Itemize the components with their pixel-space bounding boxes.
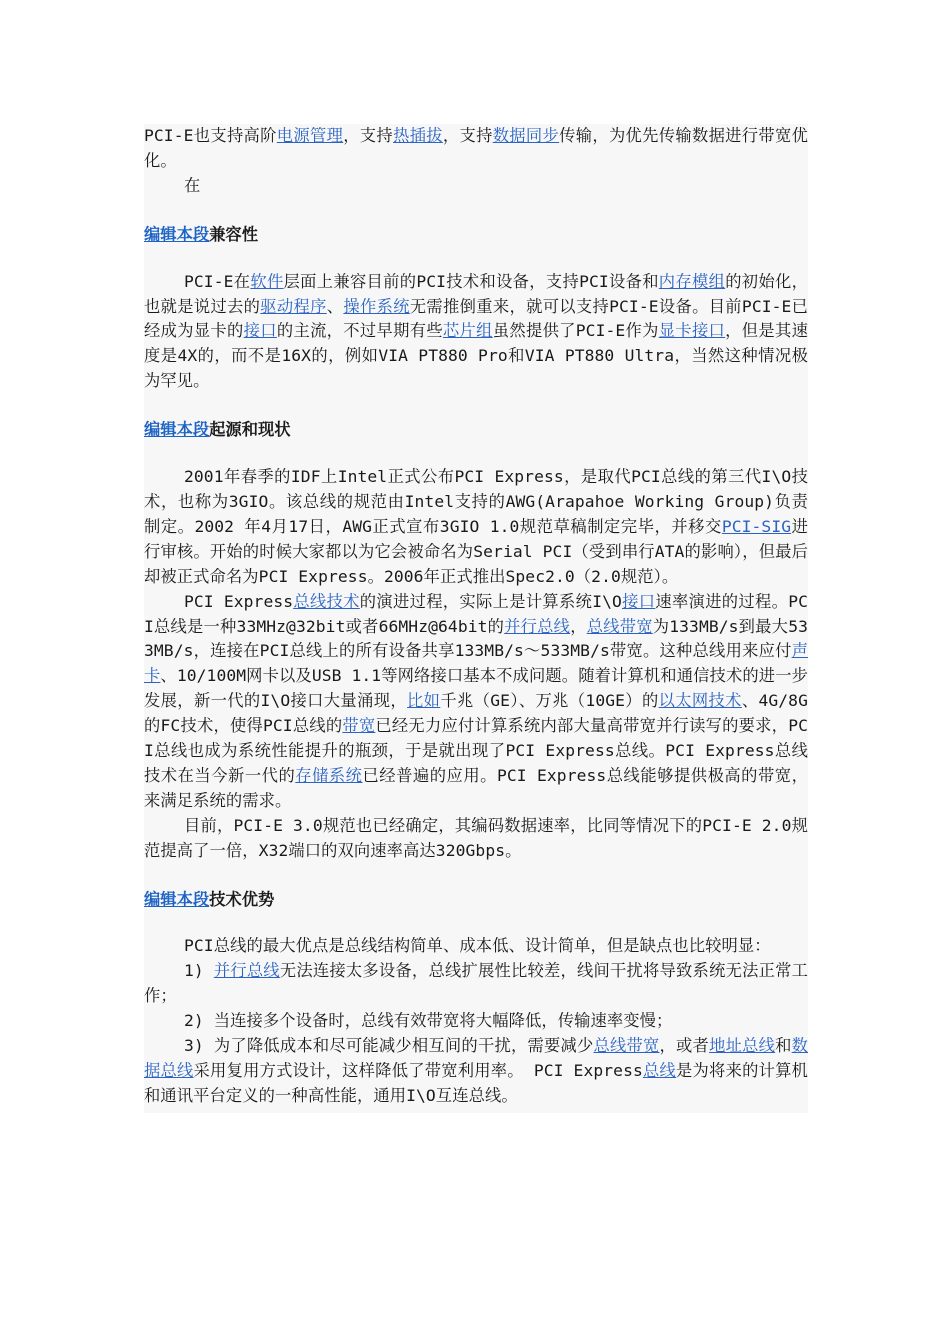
section-heading-advantages xyxy=(144,888,808,913)
text-run: 目前，PCI-E 3.0规范也已经确定，其编码数据速率，比同等情况下的PCI-E 2.0规范提高了一倍，X32端口的双向速率高达320Gbps。 xyxy=(144,815,808,860)
text-run: 1) xyxy=(184,961,214,981)
inline-link[interactable]: 声卡 xyxy=(144,641,808,686)
inline-link[interactable]: 并行总线 xyxy=(504,616,571,636)
text-run: 是为将来的计算机和通讯平台定义的一种高性能，通用I\O互连总线。 xyxy=(144,1061,808,1105)
section-title: 技术优势 xyxy=(209,889,275,909)
inline-link[interactable]: 驱动程序 xyxy=(260,296,327,316)
origin-paragraph-2 xyxy=(144,590,808,814)
inline-link[interactable]: 地址总线 xyxy=(709,1036,776,1056)
inline-link[interactable]: 数据同步 xyxy=(492,126,560,145)
inline-link[interactable]: PCI-SIG xyxy=(721,516,792,536)
text-run: 、10/100M网卡以及USB 1.1等网络接口基本不成问题。随着计算机和通信技术的进一步发展，新一代的I\O接口大量涌现， xyxy=(144,666,808,711)
text-run: 的初始化，也就是说过去的 xyxy=(144,271,808,316)
text-run: 3) 为了降低成本和尽可能减少相互间的干扰，需要减少 xyxy=(184,1036,594,1056)
intro-paragraph-2 xyxy=(144,174,808,199)
text-run: 的演进过程，实际上是计算系统I\O xyxy=(359,591,622,611)
text-run: 的主流，不过早期有些 xyxy=(276,321,443,341)
compat-paragraph xyxy=(144,270,808,395)
origin-paragraph-3 xyxy=(144,814,808,864)
section-title: 起源和现状 xyxy=(209,420,291,440)
inline-link[interactable]: 并行总线 xyxy=(213,961,280,981)
text-run: ， xyxy=(570,616,587,636)
text-run: 传输，为优先传输数据进行带宽优化。 xyxy=(144,126,808,170)
adv-item-1 xyxy=(144,959,808,1009)
inline-link[interactable]: 存储系统 xyxy=(295,765,363,785)
inline-link[interactable]: 总线 xyxy=(642,1061,677,1080)
intro-paragraph-1 xyxy=(144,124,808,174)
text-run: 、 xyxy=(326,296,344,316)
edit-section-link[interactable]: 编辑本段 xyxy=(144,224,210,244)
inline-link[interactable]: 比如 xyxy=(407,691,441,711)
text-run: PCI Express xyxy=(184,591,294,611)
text-run: 速率演进的过程。PCI总线是一种33MHz@32bit或者66MHz@64bit的 xyxy=(144,591,809,636)
inline-link[interactable]: 带宽 xyxy=(342,716,376,736)
text-run: 2) 当连接多个设备时，总线有效带宽将大幅降低，传输速率变慢； xyxy=(184,1011,673,1031)
adv-paragraph-1 xyxy=(144,934,808,959)
inline-link[interactable]: 总线技术 xyxy=(293,591,360,611)
inline-link[interactable]: 接口 xyxy=(243,321,277,341)
inline-link[interactable]: 以太网技术 xyxy=(658,691,742,711)
text-run: 为133MB/s到最大533MB/s，连接在PCI总线上的所有设备共享133MB/s～533MB/s带宽。这种总线用来应付 xyxy=(144,616,808,661)
inline-link[interactable]: 操作系统 xyxy=(343,296,410,316)
text-run: ，支持 xyxy=(343,126,394,145)
text-run: ，支持 xyxy=(442,126,493,145)
inline-link[interactable]: 电源管理 xyxy=(276,126,344,145)
inline-link[interactable]: 总线带宽 xyxy=(586,616,653,636)
inline-link[interactable]: 总线带宽 xyxy=(593,1036,660,1056)
text-run: ，或者 xyxy=(659,1036,710,1056)
inline-link[interactable]: 内存模组 xyxy=(658,271,726,291)
text-run: 无需推倒重来，就可以支持PCI-E设备。目前PCI-E已经成为显卡的 xyxy=(144,296,809,341)
text-run: PCI总线的最大优点是总线结构简单、成本低、设计简单，但是缺点也比较明显： xyxy=(184,936,771,956)
text-run: PCI-E也支持高阶 xyxy=(144,126,277,145)
inline-link[interactable]: 数据总线 xyxy=(144,1036,808,1080)
text-run: ，但是其速度是4X的，而不是16X的，例如VIA PT880 Pro和VIA PT880 Ultra，当然这种情况极为罕见。 xyxy=(144,321,808,391)
text-run: 无法连接太多设备，总线扩展性比较差，线间干扰将导致系统无法正常工作； xyxy=(144,961,808,1006)
text-run: 、4G/8G的FC技术，使得PCI总线的 xyxy=(144,691,808,736)
text-run: 已经普遍的应用。PCI Express总线能够提供极高的带宽，来满足系统的需求。 xyxy=(144,765,808,810)
text-run: 虽然提供了PCI-E作为 xyxy=(492,321,659,341)
origin-paragraph-1 xyxy=(144,465,808,590)
text-run: 进行审核。开始的时候大家都以为它会被命名为Serial PCI（受到串行ATA的影响），但最后却被正式命名为PCI Express。2006年正式推出Spec2.0（2.0规范）。 xyxy=(144,516,808,586)
section-heading-origin xyxy=(144,418,808,443)
edit-section-link[interactable]: 编辑本段 xyxy=(144,889,210,909)
adv-item-2 xyxy=(144,1009,808,1034)
text-run: PCI-E在 xyxy=(184,271,251,291)
text-run: 采用复用方式设计，这样降低了带宽利用率。 PCI Express xyxy=(193,1061,643,1080)
text-run: 层面上兼容目前的PCI技术和设备，支持PCI设备和 xyxy=(283,271,659,291)
text-run: 和 xyxy=(775,1036,792,1056)
section-title: 兼容性 xyxy=(209,224,258,244)
text-run: 已经无力应付计算系统内部大量高带宽并行读写的要求，PCI总线也成为系统性能提升的瓶颈，于是就出现了PCI Express总线。PCI Express总线技术在当今新一代的 xyxy=(144,716,808,785)
document-body xyxy=(144,124,808,1113)
inline-link[interactable]: 显卡接口 xyxy=(658,321,726,341)
inline-link[interactable]: 软件 xyxy=(250,271,284,291)
inline-link[interactable]: 芯片组 xyxy=(442,321,493,341)
text-run: 2001年春季的IDF上Intel正式公布PCI Express，是取代PCI总线的第三代I\O技术，也称为3GIO。该总线的规范由Intel支持的AWG(Arapahoe Working Group)负责制定。2002 年4月17日，AWG正式宣布3GIO 1.0规范草稿制定完毕，并移交 xyxy=(144,467,808,536)
inline-link[interactable]: 热插拔 xyxy=(393,126,443,145)
text-run: 千兆（GE）、万兆（10GE）的 xyxy=(440,691,659,711)
inline-link[interactable]: 接口 xyxy=(621,591,656,611)
text-run: 在 xyxy=(184,175,201,195)
section-heading-compat xyxy=(144,223,808,248)
adv-item-3 xyxy=(144,1034,808,1109)
edit-section-link[interactable]: 编辑本段 xyxy=(144,420,210,440)
